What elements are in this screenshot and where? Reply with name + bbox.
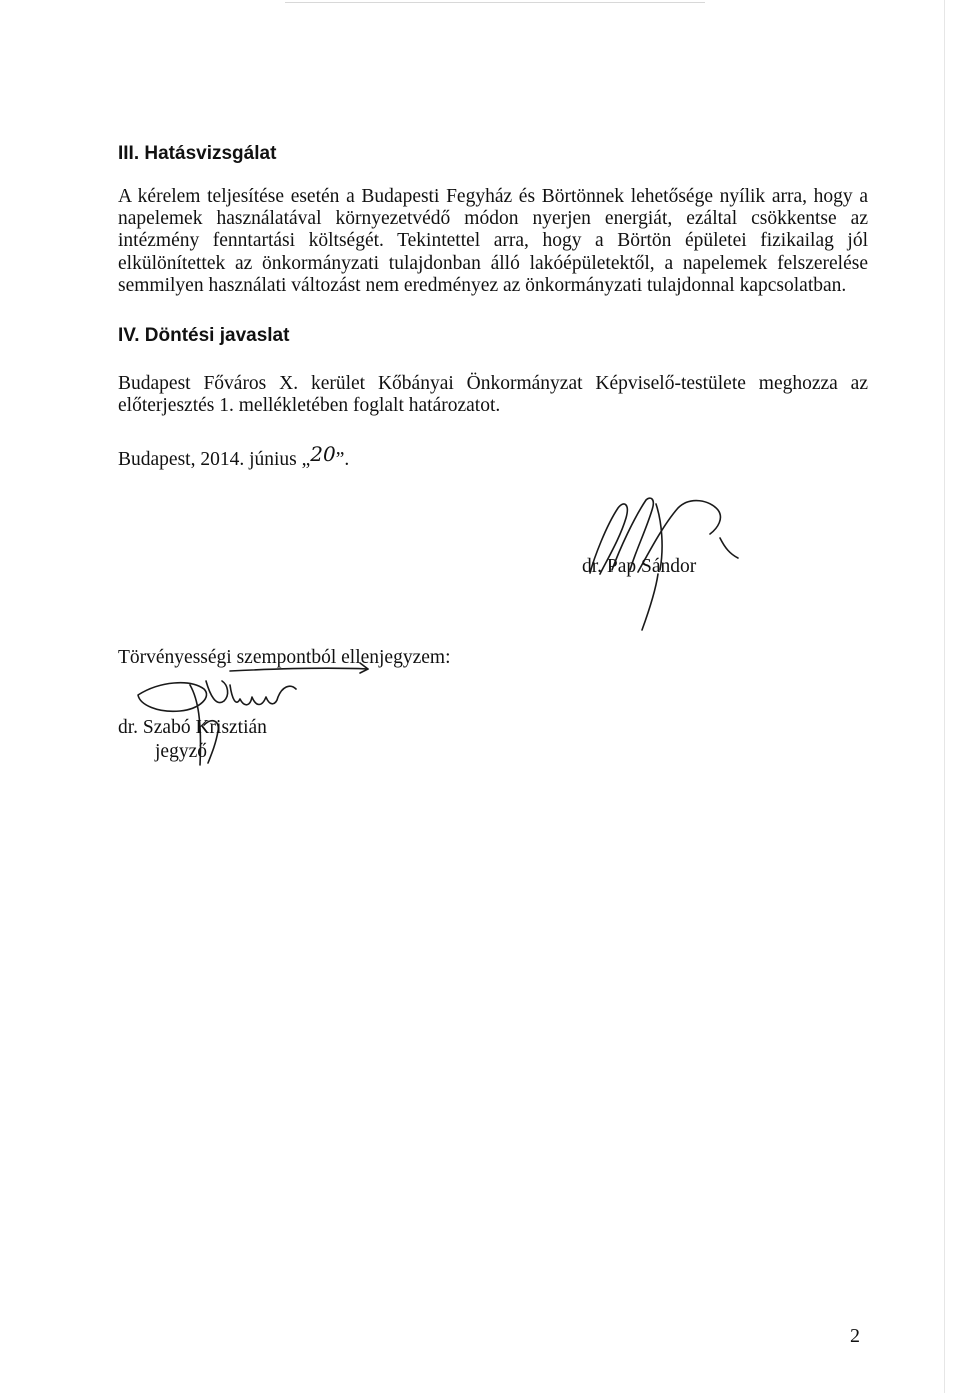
section-4-body: Budapest Főváros X. kerület Kőbányai Önkormányzat Képviselő-testülete meghozza az előterjesztés 1. mellékletében foglalt határozatot.: [118, 373, 868, 417]
scan-edge-top: [285, 2, 705, 3]
signer-name: dr. Pap Sándor: [582, 556, 697, 577]
section-4-title: IV. Döntési javaslat: [118, 325, 290, 346]
section-3-body: A kérelem teljesítése esetén a Budapesti Fegyház és Börtönnek lehetősége nyílik arra, hogy a napelemek használatával környezetvédő módon nyerjen energiát, ezáltal csökkentse az intézmény fenntartási költségét. Tekintettel arra, hogy a Börtön épületei fizikailag jól elkülönítettek az önkormányzati tulajdonban álló lakóépületektől, a napelemek felszerelése semmilyen használati változást nem eredményez az önkormányzati tulajdonnal kapcsolatban.: [118, 186, 868, 296]
date-prefix: Budapest, 2014. június „: [118, 449, 311, 470]
countersign-title: jegyző: [155, 741, 207, 762]
scan-edge-right: [944, 0, 945, 1393]
date-line: [118, 442, 350, 471]
section-3-title: III. Hatásvizsgálat: [118, 143, 277, 164]
countersign-name: dr. Szabó Krisztián: [118, 717, 267, 738]
countersign-label: Törvényességi szempontból ellenjegyzem:: [118, 647, 451, 668]
date-day: 20: [310, 442, 336, 466]
page-number: 2: [850, 1325, 860, 1347]
date-suffix: ”.: [335, 449, 350, 470]
